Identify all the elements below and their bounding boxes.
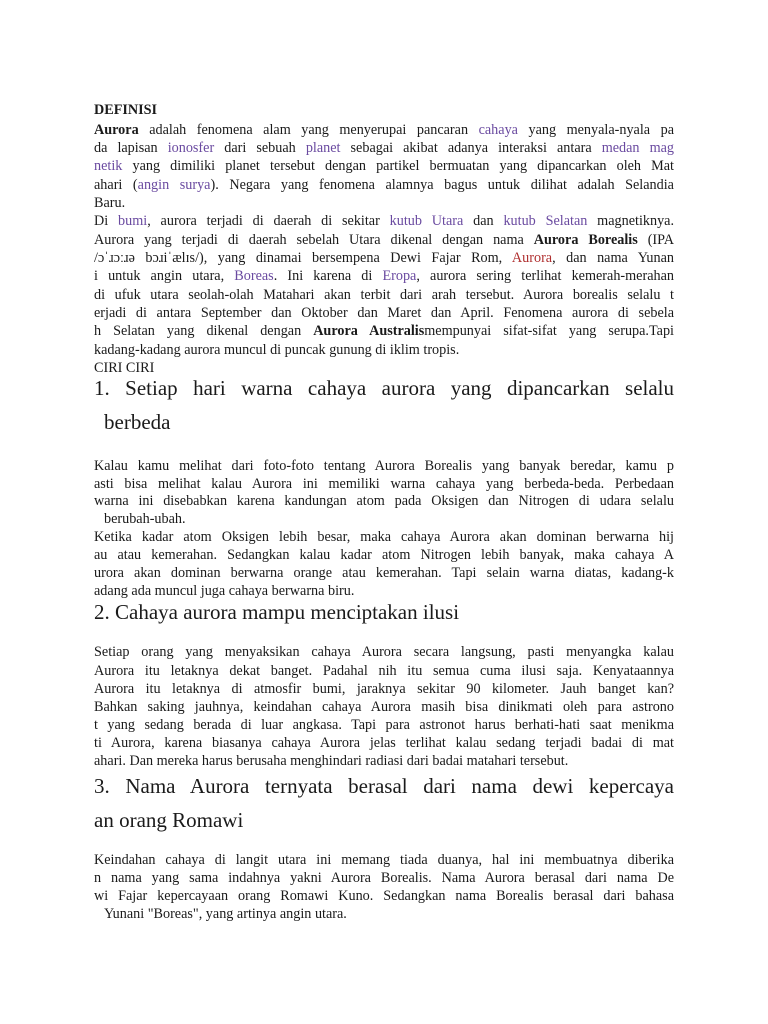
definisi-line-4: ahari (angin surya). Negara yang fenomena alamnya bagus untuk dilihat adalah Selandia [94,177,674,193]
link-medan-magnetik-2[interactable]: netik [94,158,123,174]
section3-heading-line-1: 3. Nama Aurora ternyata berasal dari nama dewi kepercaya [94,774,674,798]
link-boreas[interactable]: Boreas [234,268,274,284]
section1-paragraph-line: warna ini disebabkan karena kandungan atom pada Oksigen dan Nitrogen di udara selalu [94,493,674,509]
definisi-line-7: Aurora yang terjadi di daerah sebelah Utara dikenal dengan nama Aurora Borealis (IPA [94,232,674,248]
section1-heading-line-2: berbeda [104,410,171,434]
section1-paragraph-line: urora akan dominan berwarna orange atau kemerahan. Tapi selain warna diatas, kadang-k [94,565,674,581]
link-bumi[interactable]: bumi [118,213,148,229]
link-kutub-utara[interactable]: kutub Utara [389,213,464,229]
ciri-heading: CIRI CIRI [94,360,155,376]
section3-paragraph-line: Yunani "Boreas", yang artinya angin utara. [104,906,347,922]
section2-paragraph-line: Aurora itu letaknya di atmosfir bumi, jaraknya sekitar 90 kilometer. Jauh banget kan? [94,681,674,697]
definisi-line-10: di ufuk utara seolah-olah Matahari akan terbit dari arah tersebut. Aurora borealis selalu t [94,287,674,303]
link-angin-surya[interactable]: angin surya [137,177,211,193]
section1-heading-line-1: 1. Setiap hari warna cahaya aurora yang dipancarkan selalu [94,376,674,400]
section1-paragraph-line: au atau kemerahan. Sedangkan kalau kadar atom Nitrogen lebih banyak, maka cahaya A [94,547,674,563]
section2-heading: 2. Cahaya aurora mampu menciptakan ilusi [94,600,460,624]
section2-paragraph-line: Aurora itu letaknya dekat banget. Padahal nih itu semua cuma ilusi saja. Kenyataannya [94,663,674,679]
definisi-line-5: Baru. [94,195,126,211]
definisi-line-6: Di bumi, aurora terjadi di daerah di sekitar kutub Utara dan kutub Selatan magnetiknya. [94,213,675,229]
definisi-line-11: erjadi di antara September dan Oktober dan Maret dan April. Fenomena aurora di sebela [94,305,674,321]
section2-paragraph-line: ti Aurora, karena biasanya cahaya Aurora jelas terlihat kalau sedang terjadi badai di mat [94,735,674,751]
section3-paragraph-line: wi Fajar kepercayaan orang Romawi Kuno. Sedangkan nama Borealis berasal dari bahasa [94,888,674,904]
definisi-line-2: da lapisan ionosfer dari sebuah planet sebagai akibat adanya interaksi antara medan mag [94,140,675,156]
section1-paragraph-line: berubah-ubah. [104,511,186,527]
section1-paragraph-line: asti bisa melihat kalau Aurora ini memiliki warna cahaya yang berbeda-beda. Perbedaan [94,476,674,492]
link-aurora-red[interactable]: Aurora [511,250,553,266]
section2-paragraph-line: ahari. Dan mereka harus berusaha menghindari radiasi dari badai matahari tersebut. [94,753,569,769]
link-planet[interactable]: planet [305,140,341,156]
definisi-line-3: netik yang dimiliki planet tersebut dengan partikel bermuatan yang dipancarkan oleh Mat [94,158,674,174]
link-kutub-selatan[interactable]: kutub Selatan [503,213,588,229]
definisi-line-13: kadang-kadang aurora muncul di puncak gunung di iklim tropis. [94,342,460,358]
link-ionosfer[interactable]: ionosfer [167,140,215,156]
section3-paragraph-line: Keindahan cahaya di langit utara ini memang tiada duanya, hal ini membuatnya diberika [94,852,674,868]
link-medan-magnetik[interactable]: medan mag [601,140,675,156]
section2-paragraph-line: t yang sedang berada di luar angkasa. Tapi para astronot harus berhati-hati saat menikma [94,717,674,733]
section3-paragraph-line: n nama yang sama indahnya yakni Aurora Borealis. Nama Aurora berasal dari nama De [94,870,674,886]
definisi-line-1: Aurora adalah fenomena alam yang menyerupai pancaran cahaya yang menyala-nyala pa [94,122,674,138]
section1-paragraph-line: Kalau kamu melihat dari foto-foto tentang Aurora Borealis yang banyak beredar, kamu p [94,458,674,474]
link-eropa[interactable]: Eropa [382,268,417,284]
definisi-heading: DEFINISI [94,102,158,118]
section1-paragraph-line: Ketika kadar atom Oksigen lebih besar, maka cahaya Aurora akan dominan berwarna hij [94,529,674,545]
section3-heading-line-2: an orang Romawi [94,808,244,832]
definisi-line-12: h Selatan yang dikenal dengan Aurora Australismempunyai sifat-sifat yang serupa.Tapi [94,323,674,339]
section2-paragraph-line: Bahkan saking jauhnya, keindahan cahaya Aurora masih bisa dinikmati oleh para astrono [94,699,674,715]
section2-paragraph-line: Setiap orang yang menyaksikan cahaya Aurora secara langsung, pasti menyangka kalau [94,644,674,660]
definisi-line-8: /ɔˈɹɔːɹə bɔɹiˈælɪs/), yang dinamai bersempena Dewi Fajar Rom, Aurora, dan nama Yunan [94,250,675,266]
link-cahaya[interactable]: cahaya [478,122,518,138]
definisi-line-9: i untuk angin utara, Boreas. Ini karena di Eropa, aurora sering terlihat kemerah-merahan [94,268,674,284]
section1-paragraph-line: adang ada muncul juga cahaya berwarna biru. [94,583,355,599]
